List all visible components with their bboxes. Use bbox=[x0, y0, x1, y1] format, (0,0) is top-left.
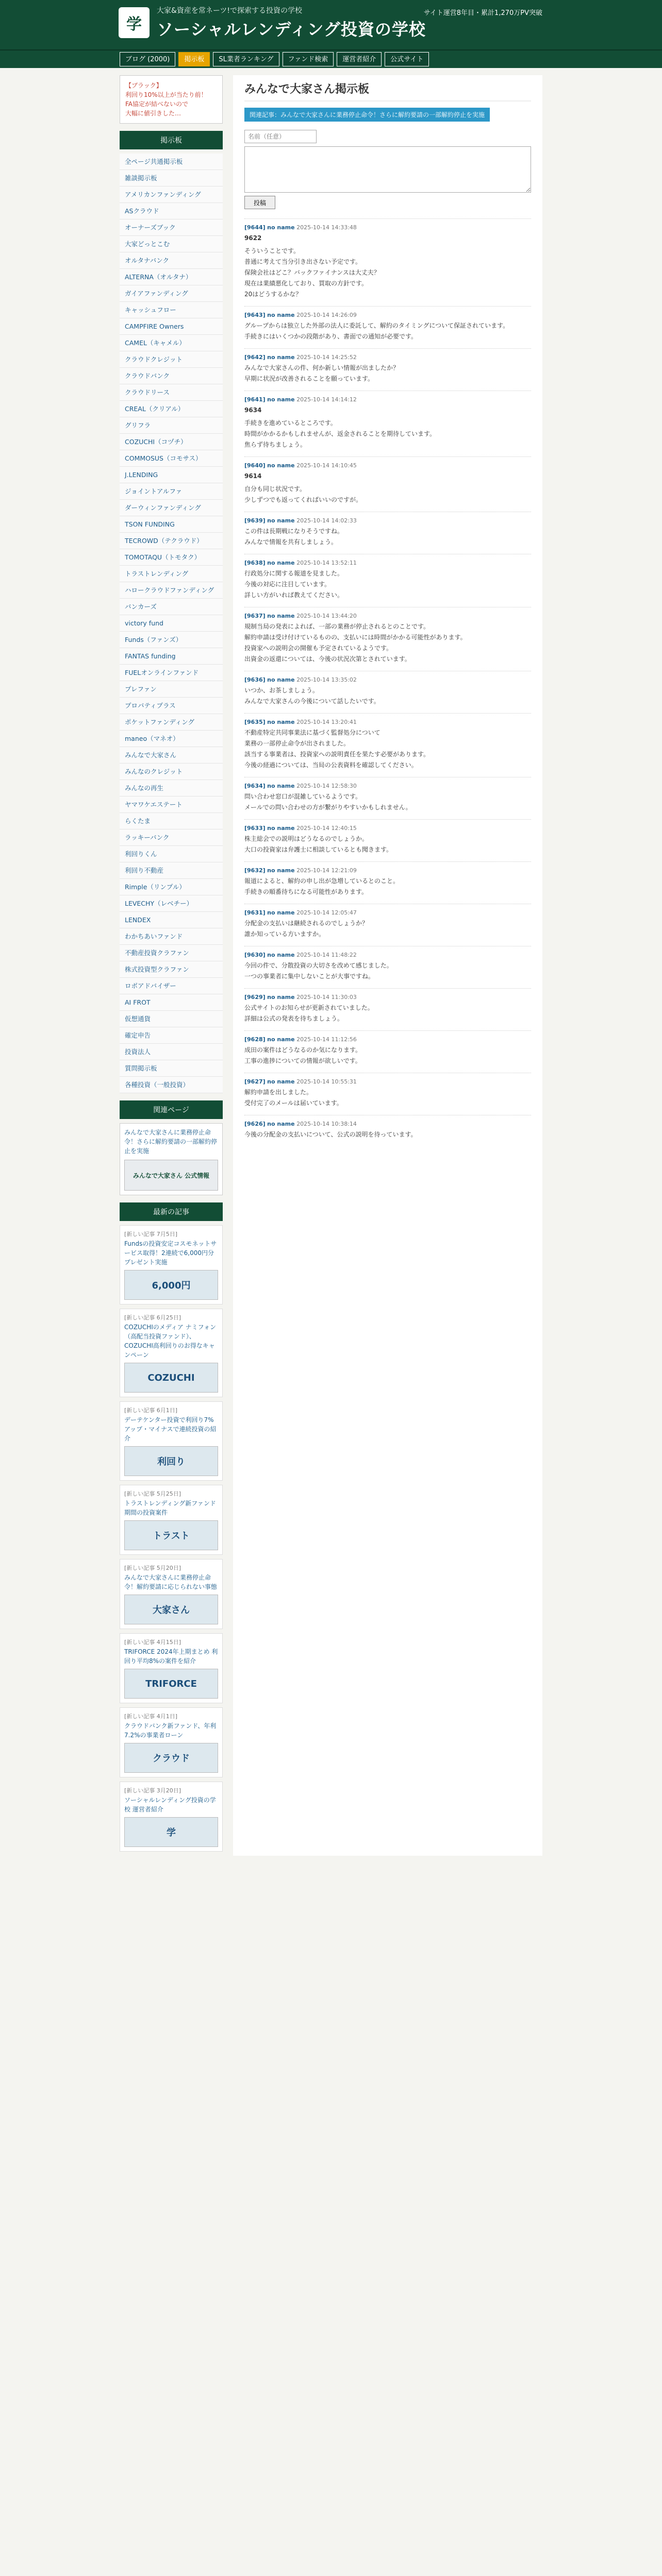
post-author: no name bbox=[267, 867, 295, 874]
sidebar-board-link[interactable]: TOMOTAQU（トモタク） bbox=[120, 549, 223, 566]
post-author: no name bbox=[267, 994, 295, 1001]
sidebar-board-link[interactable]: アメリカンファンディング bbox=[120, 187, 223, 203]
post-number[interactable]: [9628] bbox=[244, 1036, 266, 1043]
post-date: 2025-10-14 14:26:09 bbox=[296, 312, 357, 318]
nav-item[interactable]: 掲示板 bbox=[178, 52, 210, 66]
site-header bbox=[0, 0, 662, 49]
latest-article[interactable] bbox=[120, 1401, 223, 1481]
sidebar-board-link[interactable]: みんなのクレジット bbox=[120, 764, 223, 780]
post-date: 2025-10-14 14:33:48 bbox=[296, 224, 357, 231]
nav-item[interactable]: 公式サイト bbox=[385, 52, 429, 66]
latest-article-thumbnail[interactable]: 学 bbox=[124, 1817, 218, 1847]
nav-item[interactable]: ブログ (2000) bbox=[120, 52, 175, 66]
latest-article[interactable] bbox=[120, 1707, 223, 1777]
sidebar-board-link[interactable]: LENDEX bbox=[120, 912, 223, 928]
sidebar-board-link[interactable]: FUELオンラインファンド bbox=[120, 665, 223, 681]
main-content bbox=[233, 75, 542, 1856]
sidebar-board-link[interactable]: TECROWD（テクラウド） bbox=[120, 533, 223, 549]
post-header bbox=[244, 676, 531, 683]
sidebar-board-link[interactable]: ヤマワケエステート bbox=[120, 796, 223, 813]
sidebar-board-link[interactable]: CAMEL（キャメル） bbox=[120, 335, 223, 351]
sidebar-board-link[interactable]: みんなの再生 bbox=[120, 780, 223, 796]
sidebar-board-link[interactable]: ALTERNA（オルタナ） bbox=[120, 269, 223, 285]
sidebar-board-link[interactable]: クラウドクレジット bbox=[120, 351, 223, 368]
post-body: いつか、お茶しましょう。 みんなで大家さんの今後について話したいです。 bbox=[244, 687, 380, 705]
post-header bbox=[244, 560, 531, 566]
sidebar-board-link[interactable]: 利回り不動産 bbox=[120, 862, 223, 879]
post bbox=[244, 1115, 531, 1146]
post-date: 2025-10-14 14:14:12 bbox=[296, 396, 357, 403]
sidebar-board-link[interactable]: 確定申告 bbox=[120, 1027, 223, 1044]
latest-article[interactable] bbox=[120, 1782, 223, 1852]
sidebar-board-link[interactable]: 株式投資型クラファン bbox=[120, 961, 223, 978]
post-number[interactable]: [9637] bbox=[244, 613, 266, 619]
submit-button[interactable]: 投稿 bbox=[244, 196, 275, 209]
post-author: no name bbox=[267, 560, 295, 566]
name-input[interactable] bbox=[244, 130, 317, 143]
post-reply-anchor[interactable]: 9634 bbox=[244, 406, 262, 414]
post bbox=[244, 777, 531, 819]
post-body: みんなで大家さんの件、何か新しい情報が出ましたか？ 早期に状況が改善されることを願っています。 bbox=[244, 364, 400, 382]
post-body: 規制当局の発表によれば、一部の業務が停止されるとのことです。 解約申請は受け付けているものの、支払いには時間がかかる可能性があります。 投資家への説明会の開催も予定されているようです。 出資金の返還については、今後の状況次第とされています。 bbox=[244, 623, 467, 663]
post-header bbox=[244, 719, 531, 725]
latest-article[interactable] bbox=[120, 1309, 223, 1397]
post-date: 2025-10-14 11:48:22 bbox=[296, 952, 357, 958]
sidebar-board-link[interactable]: プロパティプラス bbox=[120, 698, 223, 714]
sidebar bbox=[120, 75, 223, 1856]
post-date: 2025-10-14 12:21:09 bbox=[296, 867, 357, 874]
post-date: 2025-10-14 11:30:03 bbox=[296, 994, 357, 1001]
latest-article-title[interactable]: ソーシャルレンディング投資の学校 運営者紹介 bbox=[124, 1797, 216, 1813]
post-date: 2025-10-14 12:58:30 bbox=[296, 783, 357, 789]
post-number[interactable]: [9636] bbox=[244, 676, 266, 683]
post bbox=[244, 946, 531, 988]
post-body: 不動産特定共同事業法に基づく監督処分について 業務の一部停止命令が出されました。 該当する事業者は、投資家への説明責任を果たす必要があります。 今後の経過については、当局の公表資料を確認してください。 bbox=[244, 729, 430, 769]
post-date: 2025-10-14 14:10:45 bbox=[296, 462, 357, 469]
post-number[interactable]: [9638] bbox=[244, 560, 266, 566]
latest-article-thumbnail[interactable]: COZUCHI bbox=[124, 1363, 218, 1393]
post-author: no name bbox=[267, 909, 295, 916]
post-body: 解約申請を出しました。 受付完了のメールは届いています。 bbox=[244, 1089, 343, 1107]
post-header bbox=[244, 462, 531, 469]
sidebar-board-link[interactable]: わかちあいファンド bbox=[120, 928, 223, 945]
sidebar-board-link[interactable]: グリフラ bbox=[120, 417, 223, 434]
post-author: no name bbox=[267, 517, 295, 524]
post-date: 2025-10-14 13:52:11 bbox=[296, 560, 357, 566]
latest-article-title[interactable]: トラストレンディング新ファンド期間の投資案件 bbox=[124, 1500, 216, 1516]
post-date: 2025-10-14 11:12:56 bbox=[296, 1036, 357, 1043]
sidebar-promo[interactable]: 【ブラック】 利回り10%以上が当たり前！ FA協定が結べないので 大幅に値引きした… bbox=[120, 75, 223, 124]
sidebar-related-link[interactable]: みんなで大家さんに業務停止命令！さらに解約要請の一部解約停止を実施 bbox=[124, 1129, 218, 1155]
sidebar-board-link[interactable]: みんなで大家さん bbox=[120, 747, 223, 764]
post-number[interactable]: [9643] bbox=[244, 312, 266, 318]
post-body: そういうことです。 普通に考えて当分引き出さない予定です。 保険会社はどこ？バックファイナンスは大丈夫？ 現在は業績悪化しており、買取の方針です。 20はどうするかな？ bbox=[244, 247, 380, 298]
post-form bbox=[244, 130, 531, 209]
post-date: 2025-10-14 10:55:31 bbox=[296, 1078, 357, 1085]
post-body: 株主総会での説明はどうなるのでしょうか。 大口の投資家は弁護士に相談しているとも聞きます。 bbox=[244, 835, 393, 853]
post-number[interactable]: [9629] bbox=[244, 994, 266, 1001]
post-body: 今回の件で、分散投資の大切さを改めて感じました。 一つの事業者に集中しないことが大事ですね。 bbox=[244, 962, 393, 980]
post-date: 2025-10-14 13:35:02 bbox=[296, 676, 357, 683]
site-stats: サイト運営8年目・累計1,270万PV突破 bbox=[423, 9, 542, 17]
post-header bbox=[244, 312, 531, 318]
post-number[interactable]: [9632] bbox=[244, 867, 266, 874]
sidebar-board-link[interactable]: maneo（マネオ） bbox=[120, 731, 223, 747]
post-header bbox=[244, 867, 531, 874]
sidebar-board-link[interactable]: ジョイントアルファ bbox=[120, 483, 223, 500]
post-author: no name bbox=[267, 719, 295, 725]
post-author: no name bbox=[267, 783, 295, 789]
post-author: no name bbox=[267, 396, 295, 403]
post-author: no name bbox=[267, 354, 295, 361]
post-header bbox=[244, 613, 531, 619]
sidebar-related-banner[interactable]: みんなで大家さん 公式情報 bbox=[124, 1160, 218, 1191]
post-number[interactable]: [9630] bbox=[244, 952, 266, 958]
sidebar-board-link[interactable]: 各種投資（一般投資） bbox=[120, 1077, 223, 1093]
site-logo[interactable] bbox=[119, 5, 426, 40]
latest-article-date: [新しい記事 7月5日] bbox=[124, 1231, 178, 1238]
latest-article-title[interactable]: Fundsの投資安定コスモネットサービス取得！2連続で6,000円分プレゼント実施 bbox=[124, 1240, 217, 1266]
sidebar-board-link[interactable]: バンカーズ bbox=[120, 599, 223, 615]
message-textarea[interactable] bbox=[244, 146, 531, 193]
post-author: no name bbox=[267, 676, 295, 683]
post-reply-anchor[interactable]: 9614 bbox=[244, 472, 262, 480]
post-header bbox=[244, 783, 531, 789]
post-header bbox=[244, 396, 531, 403]
post-author: no name bbox=[267, 1036, 295, 1043]
sidebar-board-link[interactable]: 雑談掲示板 bbox=[120, 170, 223, 187]
post bbox=[244, 391, 531, 456]
post-header bbox=[244, 909, 531, 916]
post-body: 分配金の支払いは継続されるのでしょうか？ 誰か知っている方いますか。 bbox=[244, 920, 369, 938]
post-header bbox=[244, 354, 531, 361]
sidebar-board-link[interactable]: 全ページ共通掲示板 bbox=[120, 154, 223, 170]
post-body: 問い合わせ窓口が混雑しているようです。 メールでの問い合わせの方が繋がりやすいかもしれません。 bbox=[244, 793, 412, 811]
post-author: no name bbox=[267, 224, 295, 231]
nav-item[interactable]: ファンド検索 bbox=[283, 52, 334, 66]
latest-article-date: [新しい記事 6月25日] bbox=[124, 1314, 181, 1321]
sidebar-board-link[interactable]: 仮想通貨 bbox=[120, 1011, 223, 1027]
sidebar-board-link[interactable]: 大家どっとこむ bbox=[120, 236, 223, 252]
post bbox=[244, 819, 531, 861]
sidebar-board-link[interactable]: Rimple（リンプル） bbox=[120, 879, 223, 895]
post-number[interactable]: [9631] bbox=[244, 909, 266, 916]
sidebar-board-link[interactable]: 利回りくん bbox=[120, 846, 223, 862]
post-number[interactable]: [9640] bbox=[244, 462, 266, 469]
post-author: no name bbox=[267, 312, 295, 318]
post-header bbox=[244, 952, 531, 958]
post-author: no name bbox=[267, 1121, 295, 1127]
latest-article[interactable] bbox=[120, 1485, 223, 1555]
latest-article-title[interactable]: デーテケンター投資で利回り7%アップ・マイナスで連続投資の紹介 bbox=[124, 1416, 217, 1442]
post-date: 2025-10-14 12:05:47 bbox=[296, 909, 357, 916]
sidebar-board-link[interactable]: LEVECHY（レベチー） bbox=[120, 895, 223, 912]
latest-article-title[interactable]: COZUCHIのメディア ナミフォン（高配当投資ファンド）、COZUCHI高利回りのお得なキャンペーン bbox=[124, 1324, 217, 1359]
sidebar-board-link[interactable]: 不動産投資クラファン bbox=[120, 945, 223, 961]
post-number[interactable]: [9639] bbox=[244, 517, 266, 524]
sidebar-board-list bbox=[120, 154, 223, 1093]
latest-article-title[interactable]: クラウドバンク新ファンド、年利7.2%の事業者ローン bbox=[124, 1722, 217, 1739]
post-author: no name bbox=[267, 462, 295, 469]
latest-article-title[interactable]: TRIFORCE 2024年上期まとめ 利回り平均8%の案件を紹介 bbox=[124, 1648, 218, 1665]
post-body: 手続きを進めているところです。 時間がかかるかもしれませんが、返金されることを期待しています。 焦らず待ちましょう。 bbox=[244, 419, 436, 448]
post bbox=[244, 1073, 531, 1115]
sidebar-board-link[interactable]: プレファン bbox=[120, 681, 223, 698]
sidebar-latest-list bbox=[120, 1225, 223, 1852]
sidebar-related-heading: 関連ページ bbox=[120, 1100, 223, 1119]
sidebar-board-link[interactable]: ポケットファンディング bbox=[120, 714, 223, 731]
post-number[interactable]: [9634] bbox=[244, 783, 266, 789]
post-header bbox=[244, 1078, 531, 1085]
latest-article-thumbnail[interactable]: 6,000円 bbox=[124, 1270, 218, 1300]
site-tagline: 大家&資産を常ネーツ!で探索する投資の学校 bbox=[157, 7, 302, 15]
post-header bbox=[244, 825, 531, 832]
latest-article-date: [新しい記事 4月15日] bbox=[124, 1639, 181, 1646]
related-article-notice[interactable]: 関連記事：みんなで大家さんに業務停止命令！さらに解約要請の一部解約停止を実施 bbox=[244, 108, 490, 122]
latest-article[interactable] bbox=[120, 1633, 223, 1703]
post bbox=[244, 713, 531, 777]
post-header bbox=[244, 1121, 531, 1127]
latest-article[interactable] bbox=[120, 1225, 223, 1304]
post-author: no name bbox=[267, 613, 295, 619]
post-header bbox=[244, 1036, 531, 1043]
sidebar-board-link[interactable]: AI FROT bbox=[120, 994, 223, 1011]
latest-article-thumbnail[interactable]: 大家さん bbox=[124, 1595, 218, 1624]
post-date: 2025-10-14 10:38:14 bbox=[296, 1121, 357, 1127]
sidebar-board-link[interactable]: CREAL（クリアル） bbox=[120, 401, 223, 417]
post-number[interactable]: [9627] bbox=[244, 1078, 266, 1085]
post-body: 今後の分配金の支払いについて、公式の説明を待っています。 bbox=[244, 1131, 417, 1138]
post-header bbox=[244, 994, 531, 1001]
sidebar-board-link[interactable]: ロボアドバイザー bbox=[120, 978, 223, 994]
sidebar-board-link[interactable]: TSON FUNDING bbox=[120, 516, 223, 533]
post-author: no name bbox=[267, 1078, 295, 1085]
sidebar-board-link[interactable]: 質問掲示板 bbox=[120, 1060, 223, 1077]
nav-item[interactable]: SL業者ランキング bbox=[213, 52, 279, 66]
post-body: 行政処分に関する報道を見ました。 今後の対応に注目しています。 詳しい方がいれば教えてください。 bbox=[244, 570, 344, 599]
post bbox=[244, 348, 531, 391]
latest-article-thumbnail[interactable]: クラウド bbox=[124, 1743, 218, 1773]
post-date: 2025-10-14 14:02:33 bbox=[296, 517, 357, 524]
post-body: 自分も同じ状況です。 少しずつでも返ってくればいいのですが。 bbox=[244, 485, 362, 503]
sidebar-board-link[interactable]: COZUCHI（コヅチ） bbox=[120, 434, 223, 450]
post-number[interactable]: [9642] bbox=[244, 354, 266, 361]
sidebar-latest-heading: 最新の記事 bbox=[120, 1202, 223, 1221]
logo-mark-icon: 学 bbox=[119, 7, 150, 38]
sidebar-board-link[interactable]: 投資法人 bbox=[120, 1044, 223, 1060]
post-number[interactable]: [9633] bbox=[244, 825, 266, 832]
sidebar-board-link[interactable]: ダーウィンファンディング bbox=[120, 500, 223, 516]
post-date: 2025-10-14 13:44:20 bbox=[296, 613, 357, 619]
post-author: no name bbox=[267, 952, 295, 958]
post bbox=[244, 1030, 531, 1073]
sidebar-board-link[interactable]: らくたま bbox=[120, 813, 223, 829]
site-title[interactable]: ソーシャルレンディング投資の学校 bbox=[157, 20, 426, 39]
post-body: グループからは独立した外部の法人に委託して、解約のタイミングについて保証されています。 手続きにはいくつかの段階があり、書面での通知が必要です。 bbox=[244, 322, 509, 340]
page-title: みんなで大家さん掲示板 bbox=[244, 80, 531, 101]
sidebar-board-link[interactable]: ガイアファンディング bbox=[120, 285, 223, 302]
post-header bbox=[244, 224, 531, 231]
sidebar-board-link[interactable]: COMMOSUS（コモサス） bbox=[120, 450, 223, 467]
latest-article-thumbnail[interactable]: トラスト bbox=[124, 1520, 218, 1550]
post bbox=[244, 456, 531, 512]
post-date: 2025-10-14 14:25:52 bbox=[296, 354, 357, 361]
sidebar-board-link[interactable]: FANTAS funding bbox=[120, 648, 223, 665]
sidebar-board-link[interactable]: J.LENDING bbox=[120, 467, 223, 483]
sidebar-board-link[interactable]: victory fund bbox=[120, 615, 223, 632]
sidebar-board-link[interactable]: CAMPFIRE Owners bbox=[120, 318, 223, 335]
latest-article[interactable] bbox=[120, 1559, 223, 1629]
post bbox=[244, 554, 531, 607]
sidebar-board-link[interactable]: クラウドリース bbox=[120, 384, 223, 401]
post bbox=[244, 607, 531, 671]
post bbox=[244, 904, 531, 946]
sidebar-board-link[interactable]: トラストレンディング bbox=[120, 566, 223, 582]
post-number[interactable]: [9626] bbox=[244, 1121, 266, 1127]
sidebar-board-link[interactable]: オルタナバンク bbox=[120, 252, 223, 269]
post-body: この件は長期戦になりそうですね。 みんなで情報を共有しましょう。 bbox=[244, 528, 344, 546]
sidebar-board-link[interactable]: ラッキーバンク bbox=[120, 829, 223, 846]
sidebar-board-link[interactable]: Funds（ファンズ） bbox=[120, 632, 223, 648]
latest-article-date: [新しい記事 5月20日] bbox=[124, 1565, 181, 1571]
latest-article-date: [新しい記事 5月25日] bbox=[124, 1490, 181, 1497]
post bbox=[244, 218, 531, 306]
latest-article-date: [新しい記事 6月1日] bbox=[124, 1407, 178, 1414]
sidebar-board-link[interactable]: キャッシュフロー bbox=[120, 302, 223, 318]
post bbox=[244, 671, 531, 713]
post-author: no name bbox=[267, 825, 295, 832]
post bbox=[244, 512, 531, 554]
sidebar-board-link[interactable]: クラウドバンク bbox=[120, 368, 223, 384]
latest-article-date: [新しい記事 4月1日] bbox=[124, 1713, 178, 1720]
latest-article-thumbnail[interactable]: TRIFORCE bbox=[124, 1669, 218, 1699]
post-date: 2025-10-14 13:20:41 bbox=[296, 719, 357, 725]
latest-article-date: [新しい記事 3月20日] bbox=[124, 1787, 181, 1794]
global-nav bbox=[0, 49, 662, 68]
post-list bbox=[244, 218, 531, 1146]
sidebar-board-link[interactable]: ハロークラウドファンディング bbox=[120, 582, 223, 599]
post bbox=[244, 306, 531, 348]
post-body: 成田の案件はどうなるのか気になります。 工事の進捗についての情報が欲しいです。 bbox=[244, 1046, 362, 1064]
sidebar-board-heading: 掲示板 bbox=[120, 131, 223, 149]
post-number[interactable]: [9641] bbox=[244, 396, 266, 403]
nav-item[interactable]: 運営者紹介 bbox=[337, 52, 382, 66]
sidebar-related-box bbox=[120, 1123, 223, 1195]
sidebar-board-link[interactable]: オーナーズブック bbox=[120, 219, 223, 236]
latest-article-thumbnail[interactable]: 利回り bbox=[124, 1446, 218, 1476]
post-body: 公式サイトのお知らせが更新されていました。 詳細は公式の発表を待ちましょう。 bbox=[244, 1004, 374, 1022]
post-date: 2025-10-14 12:40:15 bbox=[296, 825, 357, 832]
post bbox=[244, 988, 531, 1030]
post-number[interactable]: [9644] bbox=[244, 224, 266, 231]
post bbox=[244, 861, 531, 904]
post-number[interactable]: [9635] bbox=[244, 719, 266, 725]
post-header bbox=[244, 517, 531, 524]
post-reply-anchor[interactable]: 9622 bbox=[244, 234, 262, 242]
latest-article-title[interactable]: みんなで大家さんに業務停止命令！解約要請に応じられない事態 bbox=[124, 1574, 218, 1590]
post-body: 報道によると、解約の申し出が急増しているとのこと。 手続きの順番待ちになる可能性があります。 bbox=[244, 877, 400, 895]
sidebar-board-link[interactable]: ASクラウド bbox=[120, 203, 223, 219]
